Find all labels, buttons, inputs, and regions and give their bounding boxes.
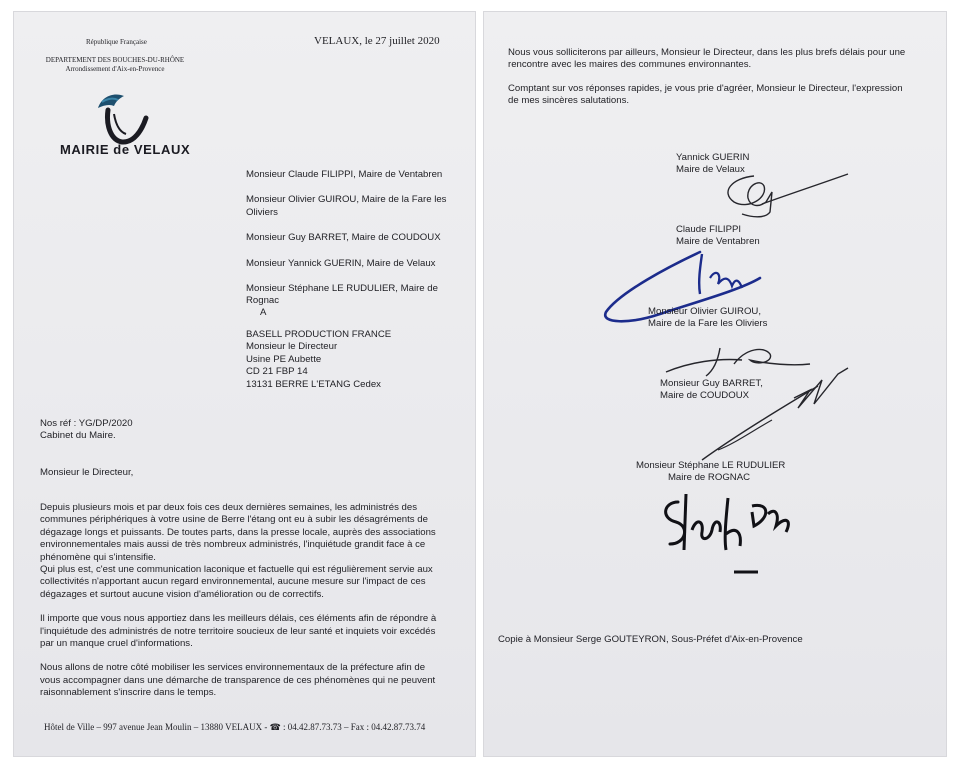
body-paragraph: Depuis plusieurs mois et par deux fois ces deux dernières semaines, les administrés des communes périphériques à votre usine de Berre l'étang ont eu à subir les désagréments de dégazage longs et puissants. De toutes parts, dans la presse locale, auprès des associations environnementales mais aussi de très nombreux administrés, l'inquiétude grandit face à ce phénomène qui s'intensifie. — [40, 502, 436, 563]
footer-address: Hôtel de Ville – 997 avenue Jean Moulin – 13880 VELAUX - ☎ : 04.42.87.73.73 – Fax : 04.42.87.73.74 — [44, 722, 426, 732]
copy-line: Copie à Monsieur Serge GOUTEYRON, Sous-Préfet d'Aix-en-Provence — [498, 634, 803, 645]
recipient-address — [246, 329, 391, 391]
signature-barret-icon — [698, 364, 858, 464]
signatory-guirou — [648, 306, 767, 331]
cabinet-line: Cabinet du Maire. — [40, 430, 116, 442]
sender-line: Monsieur Stéphane LE RUDULIER, Maire de Rognac — [246, 283, 438, 307]
signatory-le-rudulier — [636, 460, 786, 485]
to-marker: A — [260, 307, 267, 318]
department-label: DEPARTEMENT DES BOUCHES-DU-RHÔNE — [45, 56, 185, 64]
body-paragraph: Qui plus est, c'est une communication laconique et factuelle qui est régulièrement servie aux collectivités n'apportant aucun regard environnemental, aucune mesure sur l'impact de ces dégazages et surtout aucune vision d'amélioration ou de correctifs. — [40, 564, 433, 600]
body-paragraph: Il importe que vous nous apportiez dans les meilleurs délais, ces éléments afin de répondre à l'inquiétude des administrés de notre territoire soucieux de leur santé et inquiets voir excédés par un manque cruel d'informations. — [40, 613, 437, 650]
sender-line: Monsieur Guy BARRET, Maire de COUDOUX — [246, 232, 441, 244]
body-text — [40, 502, 444, 700]
republic-label: République Française — [86, 38, 147, 46]
signatory-title: Maire de la Fare les Oliviers — [648, 318, 768, 330]
body-paragraph: Nous allons de notre côté mobiliser les services environnementaux de la préfecture afin de vous accompagner dans une démarche de transparence de ces phénomènes qui ne peuvent raisonnablement s'inscrire dans le temps. — [40, 662, 436, 699]
body-paragraph: Comptant sur vos réponses rapides, je vous prie d'agréer, Monsieur le Directeur, l'expression de mes sincères salutations. — [508, 82, 903, 107]
mairie-logo-icon — [92, 84, 154, 150]
signature-le-rudulier-icon — [656, 488, 806, 576]
arrondissement-label: Arrondissement d'Aix-en-Provence — [65, 65, 165, 73]
address-line: CD 21 FBP 14 — [246, 366, 308, 378]
signatory-name: Monsieur Guy BARRET, — [660, 378, 763, 389]
reference-block — [40, 418, 133, 443]
salutation: Monsieur le Directeur, — [40, 467, 134, 478]
signatory-title: Maire de COUDOUX — [660, 390, 750, 402]
signatory-name: Claude FILIPPI — [676, 224, 742, 235]
address-line: Usine PE Aubette — [246, 353, 322, 365]
sender-line: Monsieur Yannick GUERIN, Maire de Velaux — [246, 257, 436, 269]
address-line: 13131 BERRE L'ETANG Cedex — [246, 378, 381, 390]
signatory-name: Monsieur Olivier GUIROU, — [648, 306, 762, 317]
department-block — [40, 56, 190, 74]
letter-date: VELAUX, le 27 juillet 2020 — [314, 35, 440, 47]
signatory-name: Monsieur Stéphane LE RUDULIER — [636, 460, 786, 471]
body-paragraph: Nous vous solliciterons par ailleurs, Monsieur le Directeur, dans les plus brefs délais pour une rencontre avec les maires des communes environnantes. — [508, 47, 906, 71]
signatory-title: Maire de Ventabren — [676, 236, 760, 248]
signatory-title: Maire de ROGNAC — [667, 472, 751, 484]
closing-text — [508, 47, 908, 108]
signature-guerin-icon — [714, 152, 854, 224]
sender-line: Monsieur Olivier GUIROU, Maire de la Fare les Oliviers — [246, 194, 447, 218]
sender-line: Monsieur Claude FILIPPI, Maire de Ventabren — [246, 169, 443, 180]
signatory-name: Yannick GUERIN — [676, 152, 750, 163]
signatory-title: Maire de Velaux — [676, 164, 745, 176]
senders-list — [246, 169, 456, 308]
letter-page-1 — [14, 12, 475, 756]
address-line: BASELL PRODUCTION FRANCE — [246, 329, 392, 340]
mairie-title: MAIRIE de VELAUX — [60, 142, 191, 157]
reference-line: Nos réf : YG/DP/2020 — [40, 418, 133, 429]
address-line: Monsieur le Directeur — [246, 341, 338, 353]
letter-page-2 — [484, 12, 946, 756]
